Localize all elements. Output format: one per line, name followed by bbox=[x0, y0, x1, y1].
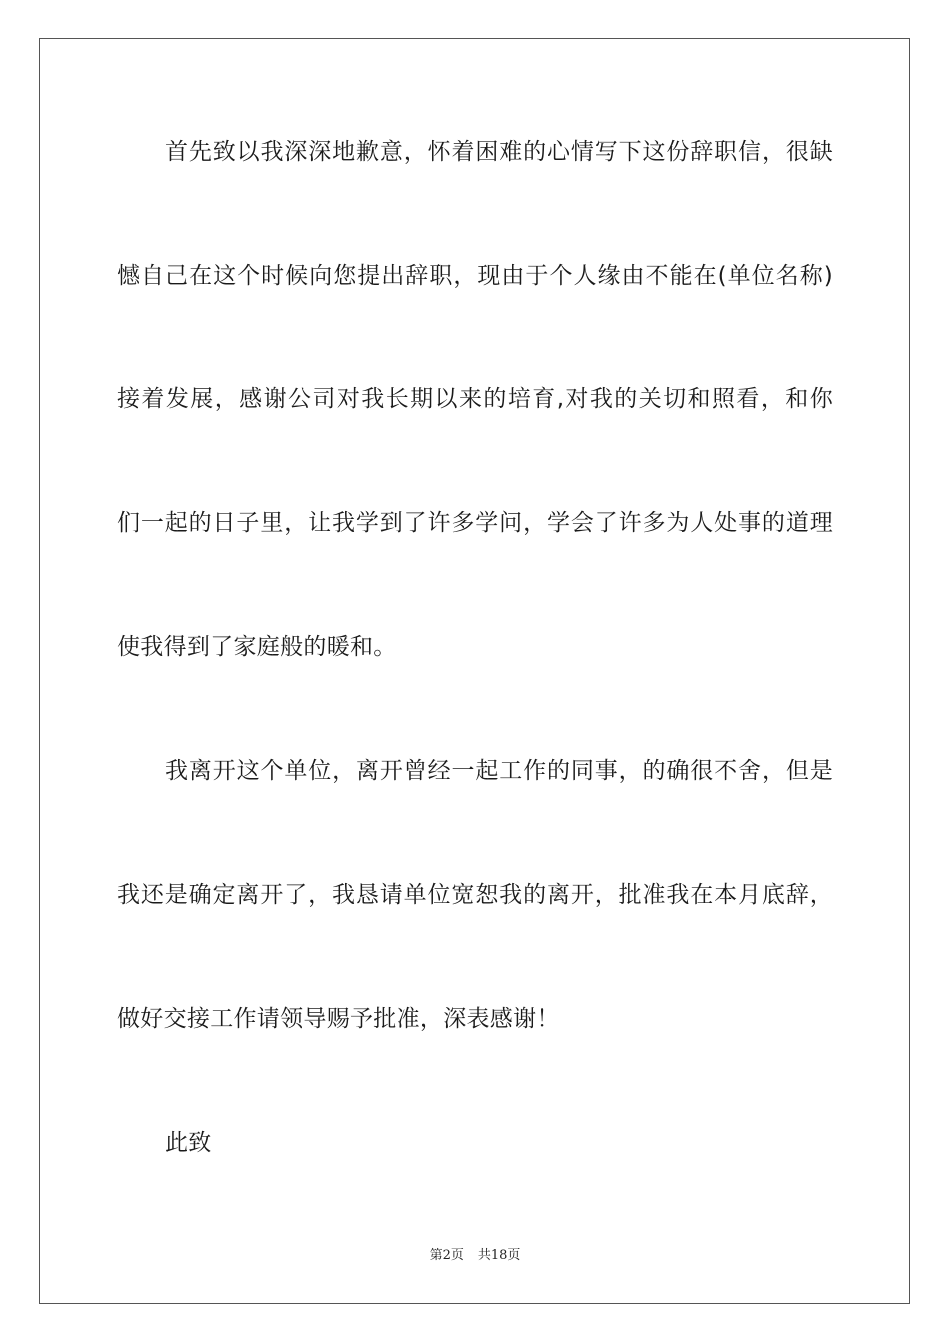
paragraph-1-line-4: 们一起的日子里，让我学到了许多学问，学会了许多为人处事的道理 bbox=[117, 510, 833, 536]
page-footer bbox=[0, 1247, 950, 1265]
page-total: 共18页 bbox=[477, 1248, 521, 1263]
paragraph-1-line-1: 首先致以我深深地歉意，怀着困难的心情写下这份辞职信，很缺 bbox=[165, 139, 833, 165]
paragraph-1-line-3: 接着发展，感谢公司对我长期以来的培育,对我的关切和照看，和你 bbox=[117, 386, 833, 412]
page-number: 第2页 bbox=[429, 1248, 464, 1263]
paragraph-2-line-2: 我还是确定离开了，我恳请单位宽恕我的离开，批准我在本月底辞， bbox=[117, 882, 833, 908]
paragraph-2-line-3: 做好交接工作请领导赐予批准，深表感谢！ bbox=[117, 1006, 560, 1032]
paragraph-1-line-5: 使我得到了家庭般的暖和。 bbox=[117, 634, 397, 660]
page-border bbox=[39, 38, 910, 1304]
closing-salutation: 此致 bbox=[165, 1130, 212, 1156]
paragraph-2-line-1: 我离开这个单位，离开曾经一起工作的同事，的确很不舍，但是 bbox=[165, 758, 833, 784]
paragraph-1-line-2: 憾自己在这个时候向您提出辞职，现由于个人缘由不能在(单位名称) bbox=[117, 263, 833, 289]
